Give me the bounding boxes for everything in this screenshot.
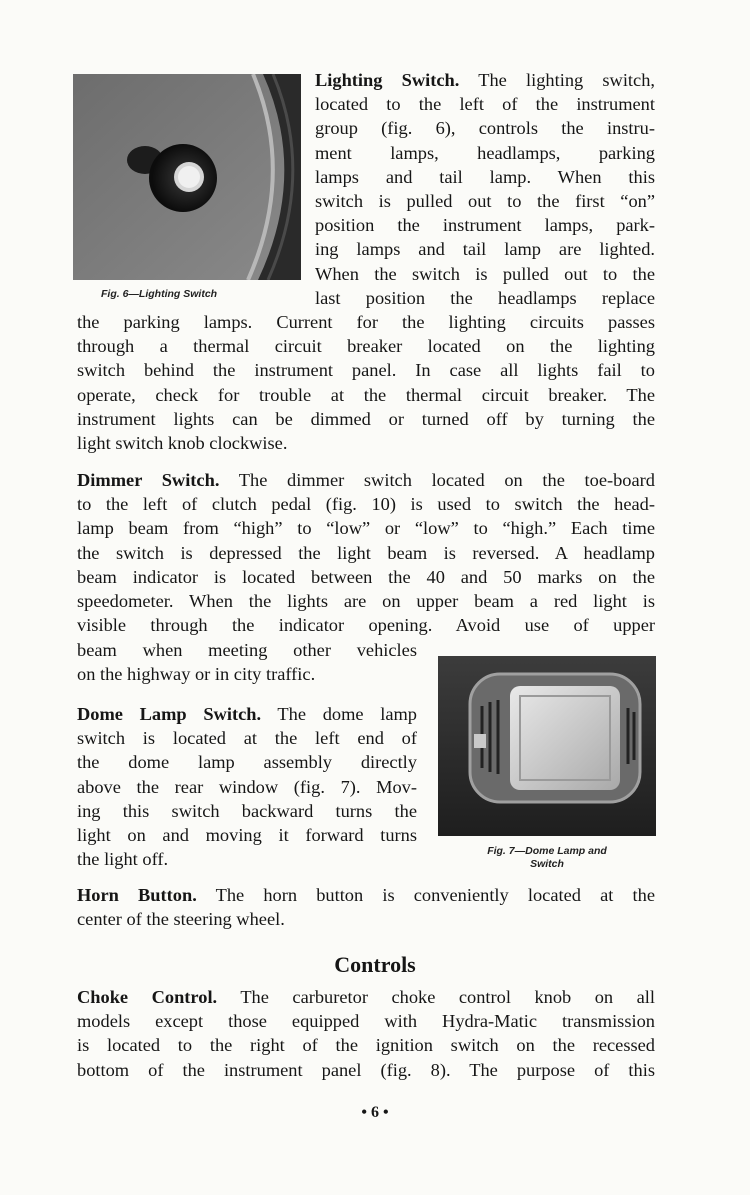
choke-control-paragraph: [77, 985, 655, 1082]
text-line: ing lamps and tail lamp are lighted.: [315, 239, 655, 260]
text-line: located to the left of the instrument: [315, 94, 655, 115]
text-line: light switch knob clockwise.: [77, 433, 288, 454]
text-line: ment lamps, headlamps, parking: [315, 142, 655, 163]
text-line: the dome lamp assembly directly: [77, 752, 417, 773]
text-line: light on and moving it forward turns: [77, 825, 417, 846]
text-line: last position the headlamps replace: [315, 287, 655, 308]
fig-7-caption: [438, 845, 656, 871]
dome-lamp-line-0: Dome Lamp Switch. The dome lamp: [77, 704, 418, 724]
text-line: operate, check for trouble at the thermal circuit breaker. The: [77, 384, 655, 405]
text-line: When the switch is pulled out to the: [315, 263, 655, 284]
text-line: switch is located at the left end of: [77, 728, 417, 749]
section-title-controls: Controls: [334, 952, 416, 977]
text-line: lamp beam from “high” to “low” or “low” to “high.” Each time: [77, 518, 655, 539]
text-line: is located to the right of the ignition switch on the recessed: [77, 1035, 655, 1056]
text-line: switch behind the instrument panel. In case all lights fail to: [77, 360, 655, 381]
horn-button-line-0: Horn Button. The horn button is conveniently located at the: [77, 885, 655, 905]
text-line: through a thermal circuit breaker located on the lighting: [77, 336, 655, 357]
choke-control-line-0: Choke Control. The carburetor choke control knob on all: [77, 987, 655, 1007]
fig-6-lighting-switch-photo: [73, 74, 301, 280]
text-line: the parking lamps. Current for the lighting circuits passes: [77, 312, 655, 332]
text-line: visible through the indicator opening. Avoid use of upper: [77, 615, 655, 636]
lighting-switch-knob-photo-icon: [73, 74, 301, 280]
text-line: above the rear window (fig. 7). Mov-: [77, 776, 417, 797]
text-line: beam indicator is located between the 40 and 50 marks on the: [77, 566, 655, 587]
text-line: bottom of the instrument panel (fig. 8). The purpose of this: [77, 1059, 655, 1080]
text-line: instrument lights can be dimmed or turned off by turning the: [77, 408, 655, 429]
choke-control-heading: Choke Control.: [77, 987, 218, 1007]
horn-button-paragraph: [77, 883, 655, 931]
fig-7-dome-lamp-photo: [438, 656, 656, 836]
text-line: beam when meeting other vehicles: [77, 640, 417, 660]
horn-button-heading: Horn Button.: [77, 885, 197, 905]
dimmer-switch-line-0: Dimmer Switch. The dimmer switch located on the toe-board: [77, 470, 655, 490]
lighting-switch-paragraph-continued: [77, 310, 655, 455]
text-line: position the instrument lamps, park-: [315, 215, 655, 236]
text-line: ing this switch backward turns the: [77, 800, 417, 821]
page-number: • 6 •: [361, 1104, 389, 1121]
dimmer-switch-paragraph-narrow: [77, 638, 417, 686]
dome-lamp-switch-paragraph: [77, 702, 417, 871]
text-line: to the left of clutch pedal (fig. 10) is used to switch the head-: [77, 494, 655, 515]
text-line: group (fig. 6), controls the instru-: [315, 118, 655, 139]
fig-7-caption-line: Fig. 7—Dome Lamp and: [487, 845, 607, 857]
text-line: lamps and tail lamp. When this: [315, 166, 655, 187]
dimmer-switch-paragraph: [77, 468, 655, 637]
dome-lamp-photo-icon: [438, 656, 656, 836]
lighting-switch-heading: Lighting Switch.: [315, 70, 460, 90]
text-line: speedometer. When the lights are on upper beam a red light is: [77, 591, 655, 612]
text-line: on the highway or in city traffic.: [77, 664, 316, 685]
lighting-switch-paragraph: [315, 68, 655, 310]
text-line: the switch is depressed the light beam is reversed. A headlamp: [77, 542, 655, 563]
text-line: switch is pulled out to the first “on”: [315, 191, 655, 212]
dimmer-switch-heading: Dimmer Switch.: [77, 470, 220, 490]
text-line: center of the steering wheel.: [77, 909, 285, 930]
fig-7-caption-line: Switch: [530, 858, 564, 870]
text-line: the light off.: [77, 849, 169, 870]
text-line: models except those equipped with Hydra-Matic transmission: [77, 1011, 655, 1032]
lighting-switch-line-0: Lighting Switch. The lighting switch,: [315, 70, 655, 90]
dome-lamp-switch-heading: Dome Lamp Switch.: [77, 704, 262, 724]
fig-6-caption: Fig. 6—Lighting Switch: [101, 288, 218, 300]
